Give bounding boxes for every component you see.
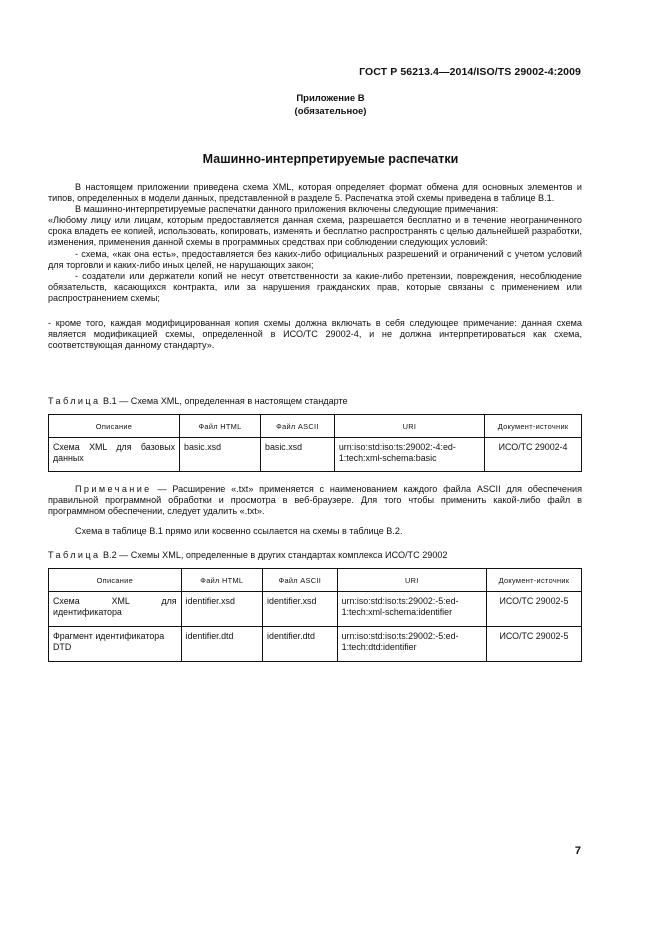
table-cell: identifier.xsd bbox=[181, 592, 262, 627]
standard-code: ГОСТ Р 56213.4—2014/ISO/TS 29002-4:2009 bbox=[359, 66, 581, 78]
table-header-cell: Файл ASCII bbox=[263, 569, 338, 592]
table-header-cell: Описание bbox=[49, 415, 180, 438]
table-row bbox=[49, 438, 582, 472]
table-cell: Фрагмент идентификатора DTD bbox=[49, 627, 182, 662]
table2 bbox=[48, 568, 582, 662]
table1-caption-text: В.1 — Схема XML, определенная в настоящем стандарте bbox=[103, 396, 348, 406]
table1-caption-label: Таблица bbox=[48, 396, 101, 406]
note-paragraph bbox=[48, 484, 582, 517]
table2-caption-label: Таблица bbox=[48, 550, 101, 560]
table-cell: urn:iso:std:iso:ts:29002:-5:ed-1:tech:dtd:identifier bbox=[337, 627, 486, 662]
note-reference: Схема в таблице В.1 прямо или косвенно ссылается на схемы в таблице В.2. bbox=[75, 526, 403, 537]
paragraph-license: «Любому лицу или лицам, которым предоставляется данная схема, разрешается бесплатно и в течение неограниченного срока владеть ее копией, использовать, копировать, изменять и бесплатно распространять с целью дальнейшей разработки, изменения, применения данной схемы в программных средствах при соблюдении следующих условий: bbox=[48, 215, 582, 248]
appendix-title: Приложение В bbox=[296, 93, 365, 104]
table2-caption-text: В.2 — Схемы XML, определенные в других стандартах комплекса ИСО/ТС 29002 bbox=[103, 550, 448, 560]
table-cell: basic.xsd bbox=[261, 438, 335, 472]
table-cell: identifier.dtd bbox=[181, 627, 262, 662]
table-cell: ИСО/ТС 29002-5 bbox=[486, 627, 581, 662]
table-cell: urn:iso:std:iso:ts:29002:-5:ed-1:tech:xml-schema:identifier bbox=[337, 592, 486, 627]
table-cell: Схема XML для базовых данных bbox=[49, 438, 180, 472]
table-cell: urn:iso:std:iso:ts:29002:-4:ed-1:tech:xml-schema:basic bbox=[334, 438, 484, 472]
table-row bbox=[49, 627, 582, 662]
table-header-cell: Документ-источник bbox=[486, 569, 581, 592]
table-header-row bbox=[49, 569, 582, 592]
page-number: 7 bbox=[574, 845, 581, 857]
table-header-row bbox=[49, 415, 582, 438]
table2-caption bbox=[48, 550, 448, 560]
table-cell: identifier.xsd bbox=[263, 592, 338, 627]
table-header-cell: URI bbox=[334, 415, 484, 438]
table1-caption bbox=[48, 396, 348, 406]
note-text: — Расширение «.txt» применяется с наименованием каждого файла ASCII для обеспечения правильной программной обработки и просмотра в веб-браузере. Для того чтобы применить какой-либо файл в программном обеспечении, следует удалить «.txt». bbox=[48, 484, 582, 517]
paragraph-condition-3: - кроме того, каждая модифицированная копия схемы должна включать в себя следующее примечание: данная схема является модификацией схемы, определенной в ИСО/ТС 29002-4, и не должна интерпретироваться как схема, соответствующая данному стандарту». bbox=[48, 318, 582, 351]
table-header-cell: Описание bbox=[49, 569, 182, 592]
table1-note bbox=[48, 484, 582, 537]
page-title: Машинно-интерпретируемые распечатки bbox=[202, 152, 459, 166]
table-header-cell: Файл HTML bbox=[181, 569, 262, 592]
paragraph-condition-2: - создатели или держатели копий не несут ответственности за какие-либо претензии, повреждения, несоблюдение обязательств, касающихся контракта, или за нарушения гражданских прав, которые связаны с применением или распространением схемы; bbox=[48, 270, 582, 303]
table-cell: identifier.dtd bbox=[263, 627, 338, 662]
paragraph-intro: В настоящем приложении приведена схема XML, которая определяет формат обмена для основных элементов и типов, определенных в модели данных, представленной в разделе 5. Распечатка этой схемы приведена в таблице В.1. bbox=[48, 182, 582, 204]
appendix-subtitle: (обязательное) bbox=[294, 106, 367, 117]
paragraph-notes-intro: В машинно-интерпретируемые распечатки данного приложения включены следующие примечания: bbox=[75, 204, 499, 215]
table1 bbox=[48, 414, 582, 472]
body-text bbox=[48, 182, 582, 351]
table-cell: ИСО/ТС 29002-5 bbox=[486, 592, 581, 627]
table-header-cell: Файл HTML bbox=[180, 415, 261, 438]
table-cell: ИСО/ТС 29002-4 bbox=[485, 438, 582, 472]
table-cell: Схема XML для идентификатора bbox=[49, 592, 182, 627]
table-header-cell: URI bbox=[337, 569, 486, 592]
table-header-cell: Файл ASCII bbox=[261, 415, 335, 438]
table-cell: basic.xsd bbox=[180, 438, 261, 472]
table-row bbox=[49, 592, 582, 627]
note-label: Примечание bbox=[75, 484, 152, 494]
appendix-heading bbox=[0, 92, 661, 118]
paragraph-condition-1: - схема, «как она есть», предоставляется без каких-либо официальных разрешений и ограничений с учетом условий для торговли и каких-либо иных целей, не нарушающих закон; bbox=[48, 248, 582, 270]
table-header-cell: Документ-источник bbox=[485, 415, 582, 438]
